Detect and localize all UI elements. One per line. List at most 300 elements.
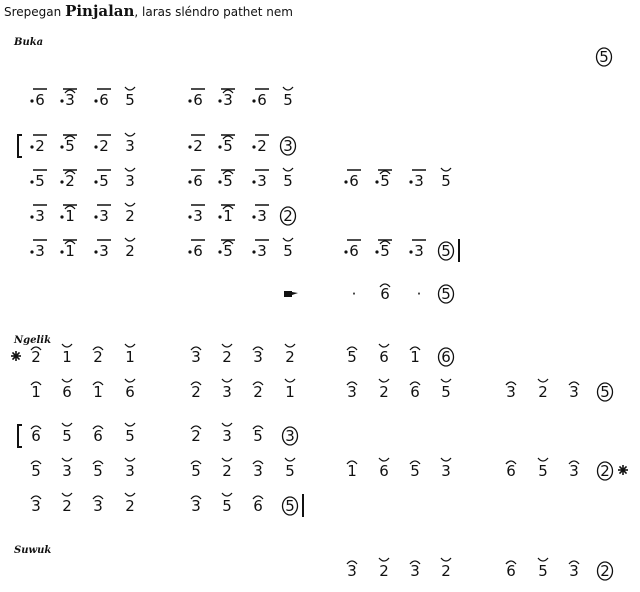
note-digit: 1 [31,383,41,401]
note [253,347,263,366]
note [222,493,232,515]
note [253,461,263,480]
note-digit: 2 [222,348,232,366]
note-digit: 5 [223,137,233,155]
note [218,135,235,155]
low-octave-dot [409,180,412,183]
low-octave-dot [30,180,33,183]
note [188,89,205,109]
note [352,285,357,303]
note-digit: 5 [191,462,201,480]
note-digit: 1 [285,383,295,401]
note [506,382,516,401]
note-digit: 1 [65,242,75,260]
low-octave-dot [344,250,347,253]
note [94,89,111,109]
note [60,89,77,109]
note-digit: · [351,285,357,303]
note-digit: 3 [222,383,232,401]
low-octave-dot [30,250,33,253]
note-digit: 3 [414,172,424,190]
low-octave-dot [252,180,255,183]
note [380,284,390,303]
note-digit: 6 [380,285,390,303]
notation-row [18,133,296,157]
note-digit: 3 [191,348,201,366]
note-digit: 3 [222,427,232,445]
note-digit: 2 [62,497,72,515]
low-octave-dot [94,145,97,148]
note-digit: 5 [538,462,548,480]
note-digit: 3 [125,172,135,190]
note [62,344,72,366]
note-digit: 6 [125,383,135,401]
note-digit: 2 [257,137,267,155]
note [125,133,135,155]
note-digit: 3 [253,348,263,366]
note [125,344,135,366]
kempul-mark [283,168,293,171]
note [222,458,232,480]
kempul-mark [125,87,135,90]
low-octave-dot [344,180,347,183]
note [191,426,201,445]
note-digit: 3 [257,207,267,225]
note [253,382,263,401]
kempul-mark [125,423,135,426]
note-digit: 3 [125,137,135,155]
low-octave-dot [188,180,191,183]
note-digit: 3 [99,207,109,225]
note-digit: 5 [441,285,451,303]
note-digit: 3 [99,242,109,260]
low-octave-dot [60,180,63,183]
notation-row [31,493,303,517]
note-digit: 2 [222,462,232,480]
note-digit: 1 [62,348,72,366]
note-digit: 6 [31,427,41,445]
low-octave-dot [60,215,63,218]
note [283,427,298,445]
notation-row [30,87,293,109]
note [93,426,103,445]
note [62,379,72,401]
note [125,168,135,190]
note-digit: 5 [62,427,72,445]
note [125,87,135,109]
note [441,458,451,480]
note [60,135,77,155]
note-digit: 3 [441,462,451,480]
title-prefix: Srepegan [4,5,66,19]
note [30,135,47,155]
note-digit: 3 [31,497,41,515]
note-digit: 2 [65,172,75,190]
note [283,494,304,517]
note-digit: 6 [193,172,203,190]
low-octave-dot [30,99,33,102]
low-octave-dot [252,250,255,253]
kempul-mark [62,344,72,347]
note [93,347,103,366]
note-digit: 2 [99,137,109,155]
note [188,205,205,225]
notation-row [284,284,454,303]
kempul-mark [125,203,135,206]
notation-row [597,48,612,66]
repeat-bracket-open [18,135,22,157]
kempul-mark [222,379,232,382]
pointing-hand-icon [284,291,298,297]
note [252,170,269,190]
note-digit: 1 [223,207,233,225]
note [375,240,392,260]
note-digit: 1 [410,348,420,366]
note [598,462,629,480]
kempul-mark [62,423,72,426]
note [598,562,613,580]
note-digit: 2 [125,242,135,260]
note-digit: 5 [441,242,451,260]
note [569,461,579,480]
note-digit: 2 [191,427,201,445]
kempul-mark [125,344,135,347]
note [125,238,135,260]
low-octave-dot [218,215,221,218]
note-digit: 5 [223,172,233,190]
note-digit: 5 [441,172,451,190]
note-digit: 3 [569,562,579,580]
note [347,382,357,401]
kempul-mark [222,344,232,347]
note [409,170,426,190]
note [30,89,47,109]
note-digit: 3 [193,207,203,225]
note [379,558,389,580]
note-digit: 2 [538,383,548,401]
note-digit: 2 [125,207,135,225]
note [285,344,295,366]
note-digit: 5 [99,172,109,190]
notation-row [30,238,459,262]
note-digit: 6 [349,242,359,260]
note-digit: 3 [257,242,267,260]
kempul-mark [62,458,72,461]
note [252,205,269,225]
note [60,240,77,260]
note [410,561,420,580]
kempul-mark [379,344,389,347]
notation-row [30,203,295,225]
note [191,461,201,480]
note-digit: 3 [35,242,45,260]
note [30,205,47,225]
low-octave-dot [218,250,221,253]
note-digit: 2 [379,383,389,401]
note-digit: 3 [125,462,135,480]
repeat-bracket-open [18,425,22,447]
note-digit: 5 [222,497,232,515]
note [125,203,135,225]
note [62,458,72,480]
note-digit: 5 [283,91,293,109]
note [31,461,41,480]
note-digit: 2 [283,207,293,225]
note [252,240,269,260]
note-digit: 5 [223,242,233,260]
note-digit: 6 [506,562,516,580]
note [222,344,232,366]
note [93,382,103,401]
note [191,496,201,515]
low-octave-dot [60,145,63,148]
star-mark [618,465,628,475]
note [252,135,269,155]
section-label-suwuk: Suwuk [14,545,52,556]
kempul-mark [285,379,295,382]
kempul-mark [441,558,451,561]
note [62,493,72,515]
low-octave-dot [218,99,221,102]
note-digit: 5 [283,242,293,260]
note [283,168,293,190]
note-digit: 3 [569,383,579,401]
note-digit: 5 [410,462,420,480]
note [188,240,205,260]
note [379,379,389,401]
note-digit: 3 [414,242,424,260]
note [218,240,235,260]
note-digit: 6 [349,172,359,190]
note [439,348,454,366]
kempul-mark [538,558,548,561]
note [441,558,451,580]
note-digit: 6 [193,91,203,109]
note-digit: 3 [347,562,357,580]
notation-row [31,379,613,401]
note [281,207,296,225]
note [569,561,579,580]
kempul-mark [285,458,295,461]
note [285,379,295,401]
note [409,240,426,260]
note-digit: 5 [538,562,548,580]
kempul-mark [441,458,451,461]
note-digit: 3 [253,462,263,480]
note-digit: 3 [285,427,295,445]
note-digit: 3 [223,91,233,109]
low-octave-dot [60,250,63,253]
note [30,170,47,190]
note [94,170,111,190]
low-octave-dot [252,145,255,148]
kempul-mark [62,493,72,496]
note-digit: 6 [62,383,72,401]
note [506,561,516,580]
note-digit: 3 [569,462,579,480]
star-mark [11,351,21,361]
note [191,382,201,401]
low-octave-dot [60,99,63,102]
note [417,285,422,303]
note-digit: 2 [253,383,263,401]
kempul-mark [125,458,135,461]
low-octave-dot [30,145,33,148]
kempul-mark [62,379,72,382]
note [253,496,263,515]
note-digit: 5 [441,383,451,401]
note-digit: 6 [253,497,263,515]
note-digit: · [416,285,422,303]
note [191,347,201,366]
note [93,461,103,480]
note-digit: 5 [31,462,41,480]
note-digit: 5 [380,242,390,260]
note-digit: 2 [600,562,610,580]
note-digit: 3 [93,497,103,515]
kempul-mark [222,423,232,426]
note [94,205,111,225]
note [538,379,548,401]
note [62,423,72,445]
note-digit: 5 [347,348,357,366]
notation-row [31,458,628,480]
note-digit: 5 [380,172,390,190]
note [218,170,235,190]
note [285,458,295,480]
note [125,379,135,401]
low-octave-dot [375,250,378,253]
note [252,89,269,109]
note [506,461,516,480]
note-digit: 5 [253,427,263,445]
note [441,168,451,190]
kempul-mark [283,238,293,241]
note [281,137,296,155]
note-digit: 2 [31,348,41,366]
notation-row [347,558,613,580]
note [222,423,232,445]
kempul-mark [285,344,295,347]
kempul-mark [441,379,451,382]
section-label-buka: Buka [14,37,44,48]
note-digit: 5 [600,383,610,401]
note-digit: 2 [285,348,295,366]
kempul-mark [379,558,389,561]
kempul-mark [125,493,135,496]
low-octave-dot [188,250,191,253]
note-digit: 3 [347,383,357,401]
kempul-mark [379,379,389,382]
note-digit: 2 [191,383,201,401]
low-octave-dot [375,180,378,183]
note [94,135,111,155]
note [60,205,77,225]
note-digit: 2 [379,562,389,580]
kempul-mark [125,133,135,136]
note [410,461,420,480]
low-octave-dot [409,250,412,253]
low-octave-dot [252,99,255,102]
low-octave-dot [188,215,191,218]
notation-row [30,168,451,190]
note [347,461,357,480]
title-suffix: , laras sléndro pathet nem [134,5,293,19]
low-octave-dot [94,180,97,183]
title-name: Pinjalan [65,2,135,20]
note-digit: 3 [62,462,72,480]
note [347,347,357,366]
kempul-mark [222,493,232,496]
note-digit: 5 [65,137,75,155]
note [218,89,235,109]
note-digit: 6 [379,462,389,480]
low-octave-dot [94,99,97,102]
note [222,379,232,401]
note [253,426,263,445]
note-digit: 2 [93,348,103,366]
note [379,458,389,480]
note [31,426,41,445]
low-octave-dot [94,215,97,218]
note [60,170,77,190]
note [188,135,205,155]
kempul-mark [222,458,232,461]
note [93,496,103,515]
note [569,382,579,401]
note [125,458,135,480]
note [125,423,135,445]
note-digit: 3 [191,497,201,515]
note [30,240,47,260]
note-digit: 3 [65,91,75,109]
low-octave-dot [188,99,191,102]
kempul-mark [125,168,135,171]
kempul-mark [538,458,548,461]
note [283,87,293,109]
note [344,170,361,190]
note [441,379,451,401]
note [598,383,613,401]
note-digit: 6 [441,348,451,366]
note-digit: 3 [257,172,267,190]
kempul-mark [125,379,135,382]
note [31,382,41,401]
note-digit: 5 [93,462,103,480]
notation-row [18,423,298,447]
note-digit: 2 [193,137,203,155]
note [31,347,41,366]
note-digit: 3 [410,562,420,580]
note [344,240,361,260]
note-digit: 3 [283,137,293,155]
note [597,48,612,66]
section-label-ngelik: Ngelik [14,335,52,346]
note-digit: 5 [285,462,295,480]
low-octave-dot [252,215,255,218]
note [439,239,460,262]
note [410,347,420,366]
note-digit: 3 [506,383,516,401]
note-digit: 5 [599,48,609,66]
low-octave-dot [218,145,221,148]
note [218,205,235,225]
note-digit: 2 [125,497,135,515]
note [379,344,389,366]
low-octave-dot [218,180,221,183]
note-digit: 2 [600,462,610,480]
kempul-mark [441,168,451,171]
